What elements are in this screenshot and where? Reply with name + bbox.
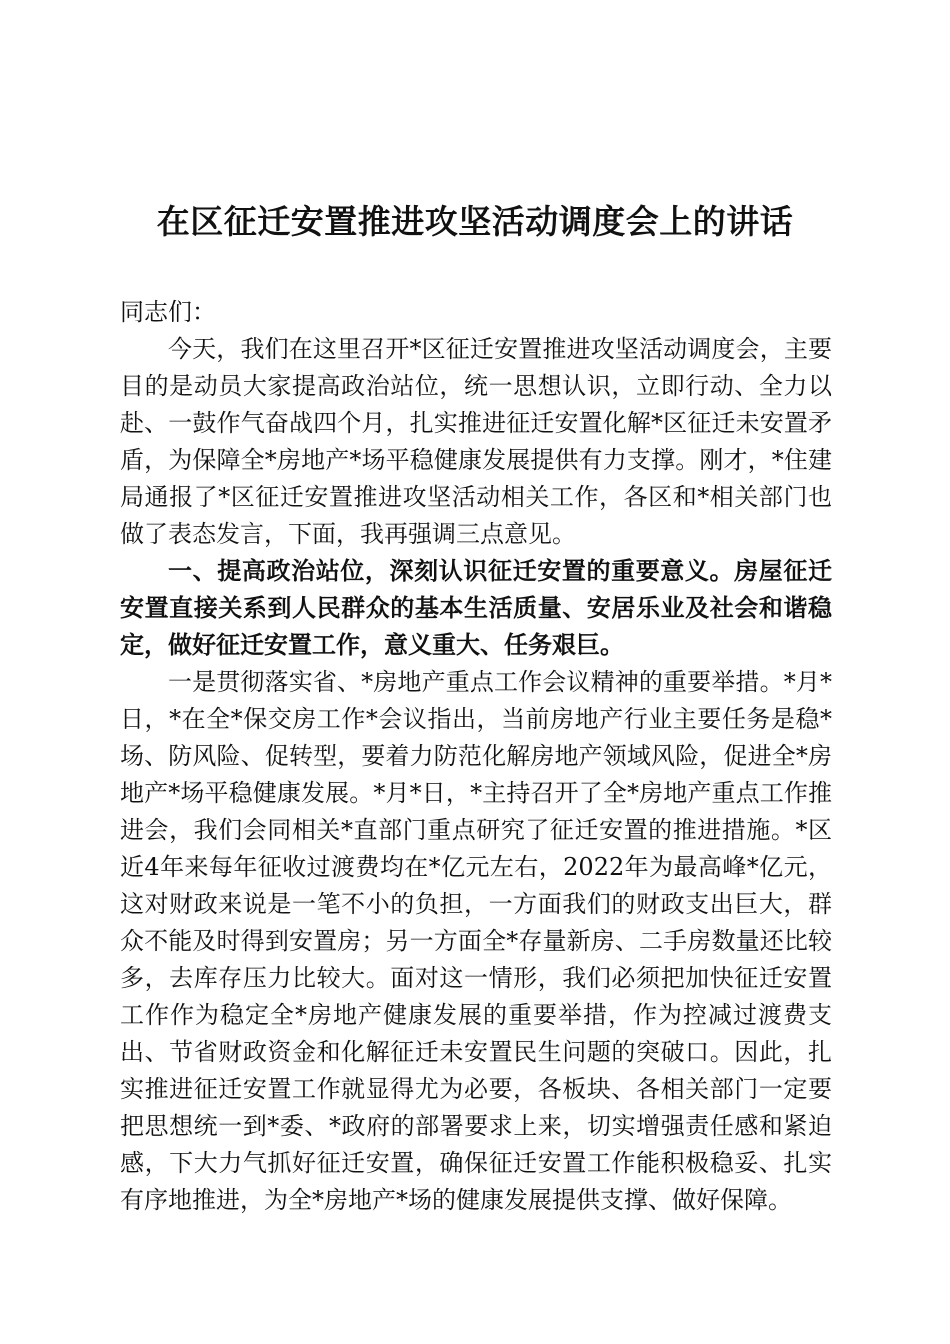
- document-title: 在区征迁安置推进攻坚活动调度会上的讲话: [156, 202, 794, 241]
- paragraph-point-1: 一是贯彻落实省、*房地产重点工作会议精神的重要举措。*月*日，*在全*保交房工作*会议指出，当前房地产行业主要任务是稳*场、防风险、促转型，要着力防范化解房地产领域风险，促进全*房地产*场平稳健康发展。*月*日，*主持召开了全*房地产重点工作推进会，我们会同相关*直部门重点研究了征迁安置的推进措施。*区近4年来每年征收过渡费均在*亿元左右，2022年为最高峰*亿元，这对财政来说是一笔不小的负担，一方面我们的财政支出巨大，群众不能及时得到安置房；另一方面全*存量新房、二手房数量还比较多，去库存压力比较大。面对这一情形，我们必须把加快征迁安置工作作为稳定全*房地产健康发展的重要举措，作为控减过渡费支出、节省财政资金和化解征迁未安置民生问题的突破口。因此，扎实推进征迁安置工作就显得尤为必要，各板块、各相关部门一定要把思想统一到*委、*政府的部署要求上来，切实增强责任感和紧迫感，下大力气抓好征迁安置，确保征迁安置工作能积极稳妥、扎实有序地推进，为全*房地产*场的健康发展提供支撑、做好保障。: [120, 668, 832, 1214]
- paragraph-opening: 今天，我们在这里召开*区征迁安置推进攻坚活动调度会，主要目的是动员大家提高政治站位，统一思想认识，立即行动、全力以赴、一鼓作气奋战四个月，扎实推进征迁安置化解*区征迁未安置矛盾，为保障全*房地产*场平稳健康发展提供有力支撑。刚才，*住建局通报了*区征迁安置推进攻坚活动相关工作，各区和*相关部门也做了表态发言，下面，我再强调三点意见。: [120, 335, 832, 548]
- document-body: [120, 294, 832, 1219]
- salutation: 同志们：: [120, 298, 216, 326]
- section-heading-1: 一、提高政治站位，深刻认识征迁安置的重要意义。房屋征迁安置直接关系到人民群众的基本生活质量、安居乐业及社会和谐稳定，做好征迁安置工作，意义重大、任务艰巨。: [120, 557, 832, 659]
